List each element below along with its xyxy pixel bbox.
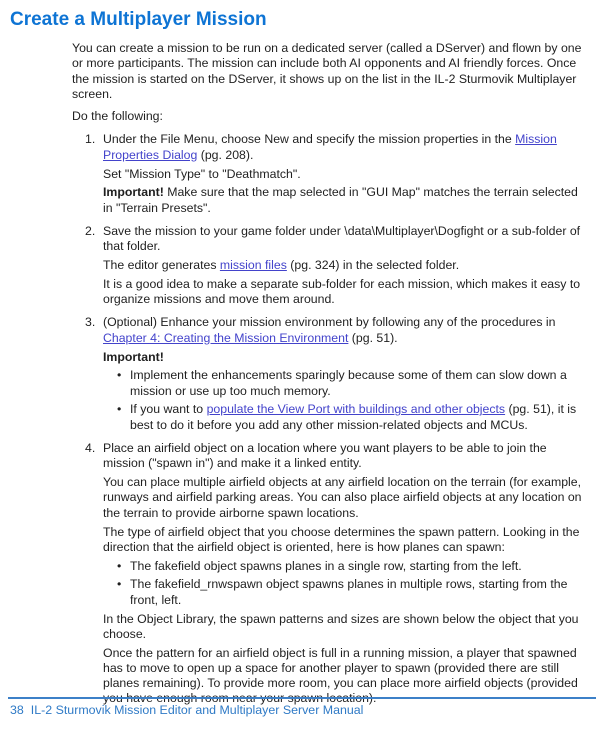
step-paragraph: Once the pattern for an airfield object is full in a running mission, a player that spawned has to move to open up a space for another player to spawn (provided there are still planes remaining). To provide more room, you can place more airfield objects (provided you have enough room near your spawn location).	[103, 645, 578, 706]
bullet-text-run: If you want to	[130, 402, 207, 417]
bullet-icon: •	[117, 402, 122, 417]
step-paragraph	[103, 258, 590, 273]
page-content	[72, 41, 590, 707]
bullet-text	[130, 402, 590, 433]
step-number: 1.	[85, 132, 96, 147]
do-following-label: Do the following:	[72, 109, 163, 124]
step-number: 2.	[85, 223, 96, 238]
step-paragraph: Save the mission to your game folder under \data\Multiplayer\Dogfight or a sub-folder of that folder.	[103, 223, 581, 254]
bullet-item	[117, 559, 590, 574]
step-number: 4.	[85, 441, 96, 456]
bullet-item	[117, 368, 590, 399]
step-text: (pg. 208).	[197, 147, 254, 162]
step-body	[103, 132, 590, 215]
step-body	[103, 315, 590, 433]
populate-view-port-link[interactable]: populate the View Port with buildings and other objects	[206, 402, 506, 417]
list-item-step-1	[72, 132, 590, 215]
bullet-icon: •	[117, 368, 122, 383]
step-text: (pg. 51).	[348, 330, 398, 345]
step-text: Make sure that the map selected in "GUI Map" matches the terrain selected in "Terrain Presets".	[103, 185, 578, 215]
step-number: 3.	[85, 315, 96, 330]
bullet-text: The fakefield object spawns planes in a single row, starting from the left.	[130, 558, 522, 573]
chapter-4-link[interactable]: Chapter 4: Creating the Mission Environment	[103, 330, 349, 345]
step-paragraph: You can place multiple airfield objects at any airfield location on the terrain (for example, runways and airfield parking areas. You can also place airfield objects at any location on the terrain to provide airborne spawn locations.	[103, 475, 582, 520]
step-paragraph	[103, 185, 590, 216]
step-paragraph	[103, 132, 590, 163]
step-paragraph	[103, 315, 590, 346]
step-paragraph: In the Object Library, the spawn patterns and sizes are shown below the object that you choose.	[103, 611, 579, 641]
bullet-icon: •	[117, 558, 122, 573]
bullet-text: Implement the enhancements sparingly because some of them can slow down a mission or use up too much memory.	[130, 368, 567, 398]
footer-title: IL-2 Sturmovik Mission Editor and Multiplayer Server Manual	[30, 703, 364, 717]
important-label: Important!	[103, 185, 164, 200]
step-body	[103, 441, 590, 707]
footer-page-number: 38	[10, 703, 24, 717]
list-item-step-3	[72, 315, 590, 433]
list-item-step-4	[72, 441, 590, 707]
step-paragraph: Set "Mission Type" to "Deathmatch".	[103, 166, 301, 181]
bullet-text: The fakefield_rnwspawn object spawns planes in multiple rows, starting from the front, left.	[130, 577, 568, 607]
important-label: Important!	[103, 349, 164, 364]
list-item-step-2	[72, 224, 590, 307]
intro-paragraph: You can create a mission to be run on a dedicated server (called a DServer) and flown by one or more participants. The mission can include both AI opponents and AI friendly forces. Once the mission is started on the DServer, it shows up on the list in the IL-2 Sturmovik Multiplayer screen.	[72, 41, 582, 101]
step-body	[103, 224, 590, 307]
step-text: Under the File Menu, choose New and specify the mission properties in the	[103, 132, 516, 147]
footer-rule	[8, 697, 596, 699]
step-text: The editor generates	[103, 258, 220, 273]
page-title: Create a Multiplayer Mission	[10, 9, 267, 30]
bullet-text-run: (pg. 51), it is best to do it before you add any other mission-related objects and MCUs.	[130, 402, 577, 432]
step-paragraph: It is a good idea to make a separate sub-folder for each mission, which makes it easy to organize missions and move them around.	[103, 276, 581, 307]
step-text: (pg. 324) in the selected folder.	[286, 258, 460, 273]
bullet-item	[117, 577, 590, 608]
step-paragraph: The type of airfield object that you choose determines the spawn pattern. Looking in the direction that the airfield object is oriented, here is how planes can spawn:	[103, 524, 580, 554]
footer-text	[10, 703, 604, 718]
bullet-item	[117, 402, 590, 433]
mission-properties-dialog-link[interactable]: Mission Properties Dialog	[103, 132, 557, 162]
step-text: (Optional) Enhance your mission environment by following any of the procedures in	[103, 315, 556, 330]
page-footer	[0, 697, 604, 718]
step-paragraph: Place an airfield object on a location where you want players to be able to join the mission ("spawn in") and make it a linked entity.	[103, 441, 547, 471]
bullet-icon: •	[117, 577, 122, 592]
mission-files-link[interactable]: mission files	[219, 258, 287, 273]
